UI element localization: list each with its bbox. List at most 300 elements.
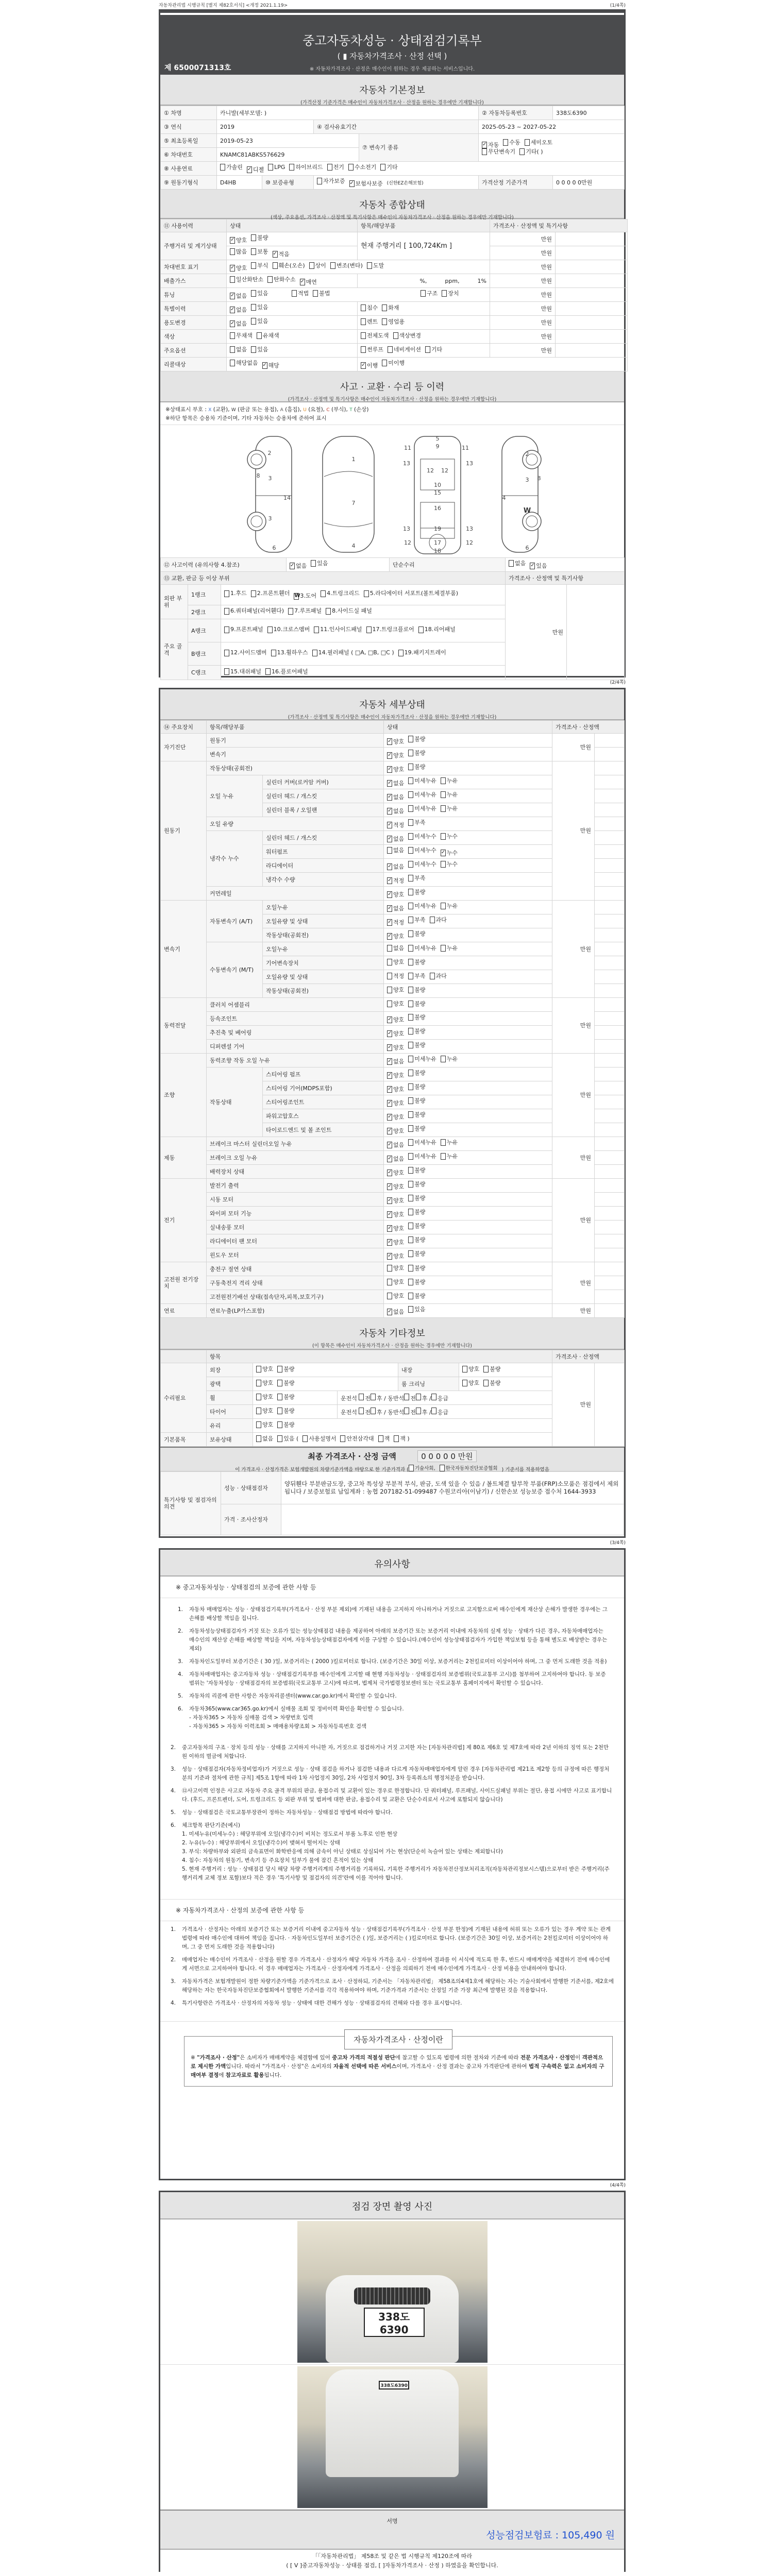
checkbox-option[interactable]	[256, 1408, 273, 1414]
empty-box-icon[interactable]	[441, 777, 446, 784]
checkbox-option[interactable]	[387, 1044, 404, 1051]
checkbox-option[interactable]	[408, 1028, 425, 1035]
empty-box-icon[interactable]	[408, 1250, 413, 1257]
checkbox-option[interactable]	[340, 1435, 374, 1442]
checkbox-option[interactable]	[462, 1366, 479, 1372]
checked-box-icon[interactable]: ✓	[388, 1030, 392, 1036]
price-note-cell[interactable]	[595, 1026, 625, 1040]
checkbox-option[interactable]	[408, 764, 425, 770]
checkbox-option[interactable]	[387, 863, 404, 870]
checkbox-option[interactable]	[441, 833, 458, 840]
empty-box-icon[interactable]	[271, 650, 276, 656]
empty-box-icon[interactable]	[277, 1421, 282, 1428]
checkbox-option[interactable]	[361, 318, 378, 325]
checked-box-icon[interactable]: ✓	[388, 905, 392, 911]
empty-box-icon[interactable]	[408, 875, 413, 882]
checked-box-icon[interactable]: ✓	[388, 1197, 392, 1203]
checkbox-option[interactable]	[408, 973, 425, 979]
checkbox-option[interactable]	[442, 290, 459, 297]
checkbox-option[interactable]	[387, 766, 404, 773]
checkbox-option[interactable]	[388, 346, 421, 353]
checkbox-option[interactable]	[441, 777, 458, 784]
checkbox-option[interactable]	[408, 1279, 425, 1285]
checked-box-icon[interactable]: ✓	[388, 1225, 392, 1231]
checkbox-option[interactable]	[408, 1181, 425, 1188]
empty-box-icon[interactable]	[267, 276, 273, 283]
empty-box-icon[interactable]	[394, 1435, 399, 1442]
checkbox-option[interactable]	[230, 237, 247, 244]
checkbox-option[interactable]	[387, 919, 404, 926]
checkbox-option[interactable]	[387, 794, 404, 801]
empty-box-icon[interactable]	[441, 1139, 446, 1146]
checkbox-option[interactable]	[251, 589, 290, 598]
empty-box-icon[interactable]	[431, 1408, 436, 1414]
checkbox-option[interactable]	[387, 1072, 404, 1079]
price-note-cell[interactable]	[595, 1276, 625, 1290]
checkbox-option[interactable]	[257, 332, 279, 339]
checkbox-option[interactable]	[408, 889, 425, 895]
empty-box-icon[interactable]	[408, 917, 413, 923]
checked-box-icon[interactable]: ✓	[290, 563, 295, 568]
empty-box-icon[interactable]	[277, 1380, 282, 1386]
price-note-cell[interactable]	[595, 1234, 625, 1248]
empty-box-icon[interactable]	[408, 1236, 413, 1243]
price-note-cell[interactable]	[595, 775, 625, 789]
empty-box-icon[interactable]	[388, 346, 393, 353]
checkbox-option[interactable]	[408, 987, 425, 993]
checkbox-option[interactable]	[230, 276, 263, 283]
checkbox-option[interactable]	[387, 877, 404, 884]
checkbox-option[interactable]	[503, 139, 520, 146]
price-note-cell[interactable]	[595, 873, 625, 887]
checkbox-option[interactable]	[224, 606, 284, 616]
empty-box-icon[interactable]	[265, 668, 271, 675]
checkbox-option[interactable]	[387, 1114, 404, 1121]
checkbox-option[interactable]	[387, 891, 404, 898]
checkbox-option[interactable]	[277, 1366, 294, 1372]
empty-box-icon[interactable]	[408, 1279, 413, 1285]
checkbox-option[interactable]	[387, 1058, 404, 1065]
empty-box-icon[interactable]	[256, 1435, 261, 1442]
price-note-cell[interactable]	[595, 817, 625, 831]
empty-box-icon[interactable]	[382, 318, 387, 325]
checkbox-option[interactable]	[387, 1265, 404, 1272]
checkbox-option[interactable]	[408, 1139, 436, 1146]
empty-box-icon[interactable]	[525, 139, 530, 146]
checked-box-icon[interactable]: ✓	[388, 1183, 392, 1189]
empty-box-icon[interactable]	[387, 847, 392, 854]
empty-box-icon[interactable]	[277, 1435, 282, 1442]
empty-box-icon[interactable]	[230, 346, 235, 353]
checkbox-option[interactable]	[224, 648, 267, 657]
checked-box-icon[interactable]: ✓	[300, 279, 305, 284]
empty-box-icon[interactable]	[482, 148, 487, 155]
checkbox-option[interactable]	[483, 1380, 500, 1386]
empty-box-icon[interactable]	[361, 332, 366, 339]
checked-box-icon[interactable]: ✓	[388, 808, 392, 814]
empty-box-icon[interactable]	[441, 945, 446, 952]
empty-box-icon[interactable]	[408, 1195, 413, 1201]
empty-box-icon[interactable]	[371, 1408, 376, 1414]
checkbox-option[interactable]	[430, 973, 447, 979]
checkbox-option[interactable]	[361, 304, 378, 311]
checked-box-icon[interactable]: ✓	[388, 1239, 392, 1245]
empty-box-icon[interactable]	[408, 973, 413, 979]
checkbox-option[interactable]	[387, 1183, 404, 1190]
empty-box-icon[interactable]	[364, 590, 369, 597]
empty-box-icon[interactable]	[408, 861, 413, 868]
empty-box-icon[interactable]	[366, 626, 372, 633]
checkbox-option[interactable]	[398, 648, 446, 657]
price-note-cell[interactable]	[595, 1067, 625, 1081]
empty-box-icon[interactable]	[509, 560, 514, 567]
checked-box-icon[interactable]: ✓	[388, 766, 392, 772]
empty-box-icon[interactable]	[230, 332, 235, 339]
checkbox-option[interactable]	[230, 248, 247, 255]
price-note-cell[interactable]	[595, 761, 625, 775]
checkbox-option[interactable]	[441, 850, 458, 856]
checkbox-option[interactable]	[321, 589, 360, 598]
checkbox-option[interactable]	[251, 346, 268, 353]
empty-box-icon[interactable]	[224, 650, 229, 656]
empty-box-icon[interactable]	[408, 1042, 413, 1048]
empty-box-icon[interactable]	[224, 626, 229, 633]
checkbox-option[interactable]	[317, 178, 345, 184]
empty-box-icon[interactable]	[251, 590, 256, 597]
marked-box-icon[interactable]: W	[294, 592, 300, 599]
checkbox-option[interactable]	[408, 1001, 425, 1007]
checkbox-option[interactable]	[441, 1139, 458, 1146]
checked-box-icon[interactable]: ✓	[230, 293, 235, 298]
checkbox-option[interactable]	[387, 822, 404, 828]
empty-box-icon[interactable]	[387, 959, 392, 965]
checkbox-option[interactable]	[387, 1001, 404, 1007]
empty-box-icon[interactable]	[408, 1293, 413, 1299]
empty-box-icon[interactable]	[224, 668, 229, 675]
checkbox-option[interactable]	[408, 861, 436, 868]
empty-box-icon[interactable]	[408, 805, 413, 812]
checked-box-icon[interactable]: ✓	[388, 1309, 392, 1314]
empty-box-icon[interactable]	[408, 1111, 413, 1118]
empty-box-icon[interactable]	[408, 1223, 413, 1229]
empty-box-icon[interactable]	[361, 346, 366, 353]
checked-box-icon[interactable]: ✓	[388, 1170, 392, 1175]
empty-box-icon[interactable]	[416, 1408, 421, 1414]
checkbox-option[interactable]	[408, 819, 425, 826]
empty-box-icon[interactable]	[421, 290, 426, 297]
empty-box-icon[interactable]	[462, 1380, 467, 1386]
checkbox-option[interactable]	[387, 1086, 404, 1093]
empty-box-icon[interactable]	[409, 1465, 414, 1471]
checkbox-option[interactable]	[387, 945, 404, 952]
empty-box-icon[interactable]	[441, 1153, 446, 1160]
empty-box-icon[interactable]	[425, 346, 430, 353]
checkbox-option[interactable]	[387, 1100, 404, 1107]
checked-box-icon[interactable]: ✓	[262, 362, 267, 368]
empty-box-icon[interactable]	[441, 833, 446, 840]
price-note-cell[interactable]	[595, 1165, 625, 1179]
checkbox-option[interactable]	[408, 1293, 425, 1299]
empty-box-icon[interactable]	[408, 945, 413, 952]
checkbox-option[interactable]	[230, 332, 253, 339]
checkbox-option[interactable]	[408, 1167, 425, 1174]
empty-box-icon[interactable]	[326, 608, 331, 615]
checkbox-option[interactable]	[519, 148, 543, 155]
price-note-cell[interactable]	[595, 1081, 625, 1095]
empty-box-icon[interactable]	[340, 1435, 345, 1442]
checkbox-option[interactable]	[408, 847, 436, 854]
empty-box-icon[interactable]	[382, 304, 387, 311]
checked-box-icon[interactable]: ✓	[388, 1044, 392, 1050]
price-note-cell[interactable]	[595, 1109, 625, 1123]
checked-box-icon[interactable]: ✓	[388, 1100, 392, 1106]
checkbox-option[interactable]	[268, 164, 285, 171]
empty-box-icon[interactable]	[257, 332, 262, 339]
price-note-cell[interactable]	[595, 1221, 625, 1234]
checkbox-option[interactable]	[408, 1209, 425, 1215]
checked-box-icon[interactable]: ✓	[388, 891, 392, 897]
checkbox-option[interactable]	[387, 738, 404, 745]
empty-box-icon[interactable]	[303, 1435, 308, 1442]
checkbox-option[interactable]	[289, 164, 323, 171]
checkbox-option[interactable]	[251, 304, 268, 311]
empty-box-icon[interactable]	[441, 791, 446, 798]
empty-box-icon[interactable]	[441, 1056, 446, 1062]
checkbox-option[interactable]	[408, 1153, 436, 1160]
checkbox-option[interactable]	[271, 648, 308, 657]
price-note-cell[interactable]	[595, 1179, 625, 1193]
checkbox-option[interactable]	[290, 563, 307, 569]
checkbox-option[interactable]	[408, 1306, 425, 1313]
checkbox-option[interactable]	[361, 332, 389, 339]
empty-box-icon[interactable]	[440, 1465, 445, 1471]
empty-box-icon[interactable]	[361, 304, 366, 311]
checkbox-option[interactable]	[387, 1170, 404, 1176]
empty-box-icon[interactable]	[408, 1139, 413, 1146]
empty-box-icon[interactable]	[462, 1366, 467, 1372]
checkbox-option[interactable]	[408, 1236, 425, 1243]
price-note-cell[interactable]	[595, 887, 625, 901]
checkbox-option[interactable]	[441, 805, 458, 812]
empty-box-icon[interactable]	[367, 262, 372, 269]
checkbox-option[interactable]	[441, 1153, 458, 1160]
checkbox-option[interactable]	[387, 959, 404, 965]
empty-box-icon[interactable]	[230, 248, 235, 255]
price-note-cell[interactable]	[595, 859, 625, 873]
checked-box-icon[interactable]: ✓	[230, 237, 235, 243]
checkbox-option[interactable]	[408, 1195, 425, 1201]
empty-box-icon[interactable]	[220, 164, 225, 171]
empty-box-icon[interactable]	[408, 1167, 413, 1174]
checkbox-option[interactable]	[387, 1253, 404, 1260]
checkbox-option[interactable]	[292, 290, 309, 297]
price-note-cell[interactable]	[556, 330, 628, 344]
checkbox-option[interactable]	[314, 625, 362, 634]
empty-box-icon[interactable]	[327, 164, 332, 171]
checkbox-option[interactable]	[277, 1394, 294, 1400]
checkbox-option[interactable]	[327, 164, 344, 171]
checked-box-icon[interactable]: ✓	[530, 563, 535, 568]
checkbox-option[interactable]	[387, 1128, 404, 1134]
price-note-cell[interactable]	[595, 956, 625, 970]
price-note-cell[interactable]	[595, 1207, 625, 1221]
empty-box-icon[interactable]	[277, 1408, 282, 1414]
checkbox-option[interactable]	[367, 262, 384, 269]
price-note-cell[interactable]	[595, 942, 625, 956]
empty-box-icon[interactable]	[371, 1394, 376, 1400]
checked-box-icon[interactable]: ✓	[230, 265, 235, 270]
empty-box-icon[interactable]	[408, 1265, 413, 1272]
checkbox-option[interactable]	[408, 1014, 425, 1021]
empty-box-icon[interactable]	[431, 1394, 436, 1400]
empty-box-icon[interactable]	[292, 290, 297, 297]
checkbox-option[interactable]	[224, 625, 263, 634]
empty-box-icon[interactable]	[483, 1366, 489, 1372]
price-note-cell[interactable]	[556, 302, 628, 316]
empty-box-icon[interactable]	[408, 764, 413, 770]
checked-box-icon[interactable]: ✓	[388, 752, 392, 758]
price-note-cell[interactable]	[556, 288, 628, 302]
empty-box-icon[interactable]	[483, 1380, 489, 1386]
empty-box-icon[interactable]	[256, 1380, 261, 1386]
price-note-cell[interactable]	[595, 1123, 625, 1137]
empty-box-icon[interactable]	[230, 360, 235, 366]
checkbox-option[interactable]	[408, 777, 436, 784]
checked-box-icon[interactable]: ✓	[388, 1016, 392, 1022]
checkbox-option[interactable]	[387, 808, 404, 815]
checked-box-icon[interactable]: ✓	[230, 307, 235, 312]
empty-box-icon[interactable]	[277, 1394, 282, 1400]
checkbox-option[interactable]	[312, 648, 394, 657]
empty-box-icon[interactable]	[330, 262, 335, 269]
checkbox-option[interactable]	[267, 625, 310, 634]
checkbox-option[interactable]	[230, 293, 247, 299]
empty-box-icon[interactable]	[267, 626, 273, 633]
checkbox-option[interactable]	[256, 1421, 273, 1428]
checked-box-icon[interactable]: ✓	[361, 362, 366, 368]
checkbox-option[interactable]	[387, 1225, 404, 1232]
price-note-cell[interactable]	[567, 585, 625, 680]
checkbox-option[interactable]	[230, 265, 247, 272]
empty-box-icon[interactable]	[430, 917, 435, 923]
checked-box-icon[interactable]: ✓	[441, 850, 446, 855]
checkbox-option[interactable]	[220, 164, 243, 171]
checkbox-option[interactable]	[408, 750, 425, 756]
checkbox-option[interactable]	[408, 1056, 436, 1062]
empty-box-icon[interactable]	[398, 650, 404, 656]
checkbox-option[interactable]	[387, 1239, 404, 1246]
price-note-cell[interactable]	[556, 246, 628, 260]
empty-box-icon[interactable]	[309, 262, 314, 269]
checkbox-option[interactable]	[247, 166, 264, 173]
empty-box-icon[interactable]	[387, 1279, 392, 1285]
empty-box-icon[interactable]	[408, 1153, 413, 1160]
price-note-cell[interactable]	[595, 1054, 625, 1067]
checkbox-option[interactable]	[230, 346, 247, 353]
empty-box-icon[interactable]	[387, 945, 392, 952]
checkbox-option[interactable]	[378, 1435, 390, 1442]
checked-box-icon[interactable]: ✓	[388, 738, 392, 744]
empty-box-icon[interactable]	[441, 805, 446, 812]
checkbox-option[interactable]	[387, 836, 404, 842]
empty-box-icon[interactable]	[408, 959, 413, 965]
checked-box-icon[interactable]: ✓	[230, 320, 235, 326]
empty-box-icon[interactable]	[268, 164, 273, 171]
empty-box-icon[interactable]	[288, 608, 293, 615]
checkbox-option[interactable]	[361, 362, 378, 369]
checkbox-option[interactable]	[408, 805, 436, 812]
checkbox-option[interactable]	[430, 917, 447, 923]
checkbox-option[interactable]	[366, 625, 414, 634]
checkbox-option[interactable]	[525, 139, 553, 146]
empty-box-icon[interactable]	[408, 1070, 413, 1076]
checkbox-option[interactable]	[393, 332, 422, 339]
checkbox-option[interactable]	[277, 1421, 294, 1428]
checkbox-option[interactable]	[408, 1265, 425, 1272]
checkbox-option[interactable]	[483, 1366, 500, 1372]
empty-box-icon[interactable]	[408, 987, 413, 993]
checkbox-option[interactable]	[441, 791, 458, 798]
empty-box-icon[interactable]	[408, 819, 413, 826]
empty-box-icon[interactable]	[408, 791, 413, 798]
checkbox-option[interactable]	[311, 560, 328, 567]
checkbox-option[interactable]	[273, 262, 305, 269]
checkbox-option[interactable]	[408, 875, 425, 882]
checkbox-option[interactable]	[256, 1394, 273, 1400]
checkbox-option[interactable]	[418, 625, 456, 634]
empty-box-icon[interactable]	[313, 290, 318, 297]
checkbox-option[interactable]	[408, 1223, 425, 1229]
checkbox-option[interactable]	[251, 234, 268, 241]
checkbox-option[interactable]	[256, 1366, 273, 1372]
empty-box-icon[interactable]	[359, 1394, 364, 1400]
checkbox-option[interactable]	[387, 1030, 404, 1037]
checkbox-option[interactable]	[387, 780, 404, 787]
checkbox-option[interactable]	[387, 1197, 404, 1204]
empty-box-icon[interactable]	[256, 1408, 261, 1414]
empty-box-icon[interactable]	[387, 1265, 392, 1272]
checkbox-option[interactable]	[251, 248, 268, 255]
checkbox-option[interactable]	[408, 1097, 425, 1104]
checked-box-icon[interactable]: ✓	[273, 251, 277, 257]
empty-box-icon[interactable]	[408, 1001, 413, 1007]
empty-box-icon[interactable]	[408, 889, 413, 895]
empty-box-icon[interactable]	[256, 1394, 261, 1400]
empty-box-icon[interactable]	[317, 178, 322, 184]
price-note-cell[interactable]	[595, 1095, 625, 1109]
checkbox-option[interactable]	[387, 752, 404, 759]
price-note-cell[interactable]	[595, 1363, 625, 1447]
checkbox-option[interactable]	[441, 1056, 458, 1062]
empty-box-icon[interactable]	[382, 360, 387, 366]
checked-box-icon[interactable]: ✓	[247, 166, 252, 172]
empty-box-icon[interactable]	[251, 304, 256, 311]
checkbox-option[interactable]	[425, 346, 442, 353]
checkbox-option[interactable]	[313, 290, 330, 297]
empty-box-icon[interactable]	[251, 290, 256, 297]
empty-box-icon[interactable]	[277, 1366, 282, 1372]
empty-box-icon[interactable]	[408, 1209, 413, 1215]
price-note-cell[interactable]	[595, 789, 625, 803]
empty-box-icon[interactable]	[378, 1435, 383, 1442]
checkbox-option[interactable]	[387, 933, 404, 940]
empty-box-icon[interactable]	[404, 1408, 409, 1414]
checkbox-option[interactable]	[408, 930, 425, 937]
checked-box-icon[interactable]: ✓	[388, 1156, 392, 1161]
checkbox-option[interactable]	[382, 304, 399, 311]
checked-box-icon[interactable]: ✓	[388, 836, 392, 841]
empty-box-icon[interactable]	[430, 973, 435, 979]
